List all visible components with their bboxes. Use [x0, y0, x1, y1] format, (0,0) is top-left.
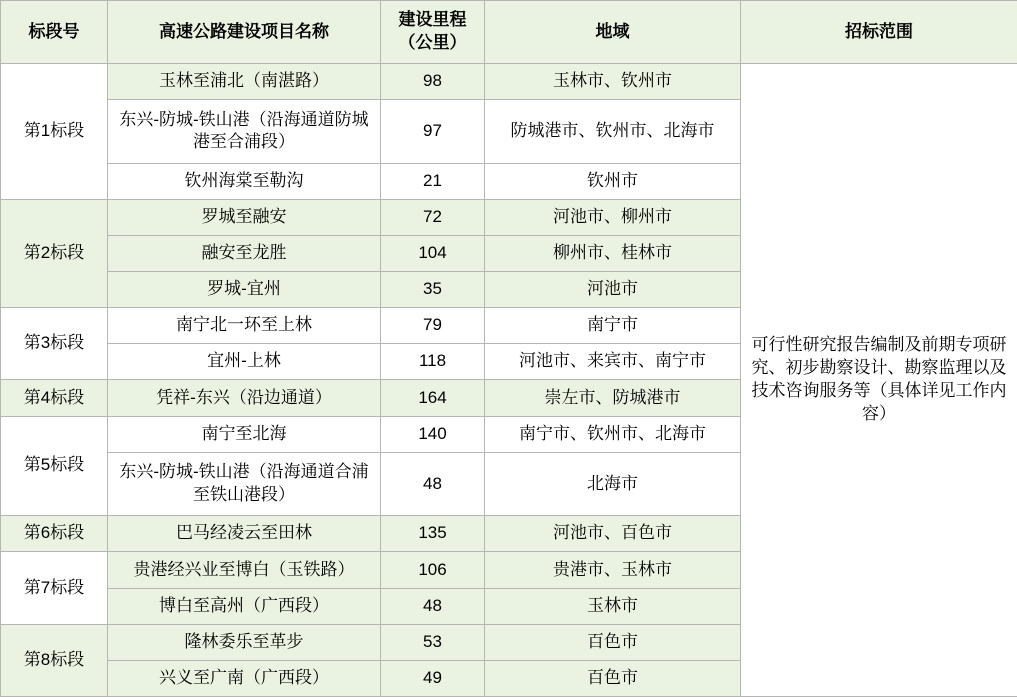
- region-cell: 玉林市、钦州市: [485, 64, 741, 100]
- lot-number-cell: 第7标段: [1, 552, 108, 624]
- project-name-cell: 凭祥-东兴（沿边通道）: [108, 380, 381, 416]
- kilometers-cell: 79: [381, 308, 485, 344]
- kilometers-cell: 48: [381, 588, 485, 624]
- region-cell: 河池市: [485, 272, 741, 308]
- header-scope: 招标范围: [741, 1, 1017, 64]
- region-cell: 北海市: [485, 452, 741, 516]
- project-name-cell: 南宁北一环至上林: [108, 308, 381, 344]
- kilometers-cell: 48: [381, 452, 485, 516]
- region-cell: 百色市: [485, 660, 741, 696]
- project-name-cell: 兴义至广南（广西段）: [108, 660, 381, 696]
- lot-number-cell: 第8标段: [1, 624, 108, 696]
- project-name-cell: 融安至龙胜: [108, 236, 381, 272]
- region-cell: 河池市、来宾市、南宁市: [485, 344, 741, 380]
- region-cell: 崇左市、防城港市: [485, 380, 741, 416]
- header-lot: 标段号: [1, 1, 108, 64]
- project-name-cell: 博白至高州（广西段）: [108, 588, 381, 624]
- kilometers-cell: 53: [381, 624, 485, 660]
- kilometers-cell: 140: [381, 416, 485, 452]
- project-name-cell: 钦州海棠至勒沟: [108, 163, 381, 199]
- kilometers-cell: 21: [381, 163, 485, 199]
- kilometers-cell: 97: [381, 100, 485, 164]
- header-project-name: 高速公路建设项目名称: [108, 1, 381, 64]
- project-name-cell: 东兴-防城-铁山港（沿海通道合浦至铁山港段）: [108, 452, 381, 516]
- project-name-cell: 罗城-宜州: [108, 272, 381, 308]
- kilometers-cell: 135: [381, 516, 485, 552]
- kilometers-cell: 106: [381, 552, 485, 588]
- project-name-cell: 隆林委乐至革步: [108, 624, 381, 660]
- lot-number-cell: 第4标段: [1, 380, 108, 416]
- table-header-row: [1, 1, 1017, 64]
- region-cell: 玉林市: [485, 588, 741, 624]
- kilometers-cell: 72: [381, 199, 485, 235]
- region-cell: 南宁市: [485, 308, 741, 344]
- region-cell: 河池市、百色市: [485, 516, 741, 552]
- project-name-cell: 巴马经凌云至田林: [108, 516, 381, 552]
- project-name-cell: 宜州-上林: [108, 344, 381, 380]
- header-kilometers: [381, 1, 485, 64]
- header-kilometers-line1: 建设里程: [398, 10, 467, 30]
- kilometers-cell: 104: [381, 236, 485, 272]
- project-name-cell: 罗城至融安: [108, 199, 381, 235]
- lot-number-cell: 第1标段: [1, 64, 108, 200]
- header-region: 地域: [485, 1, 741, 64]
- region-cell: 钦州市: [485, 163, 741, 199]
- region-cell: 百色市: [485, 624, 741, 660]
- kilometers-cell: 35: [381, 272, 485, 308]
- region-cell: 柳州市、桂林市: [485, 236, 741, 272]
- lot-number-cell: 第2标段: [1, 199, 108, 307]
- project-name-cell: 玉林至浦北（南湛路）: [108, 64, 381, 100]
- project-name-cell: 贵港经兴业至博白（玉铁路）: [108, 552, 381, 588]
- kilometers-cell: 164: [381, 380, 485, 416]
- region-cell: 河池市、柳州市: [485, 199, 741, 235]
- lot-number-cell: 第3标段: [1, 308, 108, 380]
- region-cell: 贵港市、玉林市: [485, 552, 741, 588]
- project-name-cell: 南宁至北海: [108, 416, 381, 452]
- kilometers-cell: 98: [381, 64, 485, 100]
- scope-cell: 可行性研究报告编制及前期专项研究、初步勘察设计、勘察监理以及技术咨询服务等（具体详见工作内容）: [741, 64, 1017, 697]
- header-kilometers-line2: （公里）: [398, 33, 467, 52]
- lot-number-cell: 第5标段: [1, 416, 108, 516]
- kilometers-cell: 49: [381, 660, 485, 696]
- project-name-cell: 东兴-防城-铁山港（沿海通道防城港至合浦段）: [108, 100, 381, 164]
- kilometers-cell: 118: [381, 344, 485, 380]
- region-cell: 防城港市、钦州市、北海市: [485, 100, 741, 164]
- lot-number-cell: 第6标段: [1, 516, 108, 552]
- region-cell: 南宁市、钦州市、北海市: [485, 416, 741, 452]
- table-row: [1, 64, 1017, 100]
